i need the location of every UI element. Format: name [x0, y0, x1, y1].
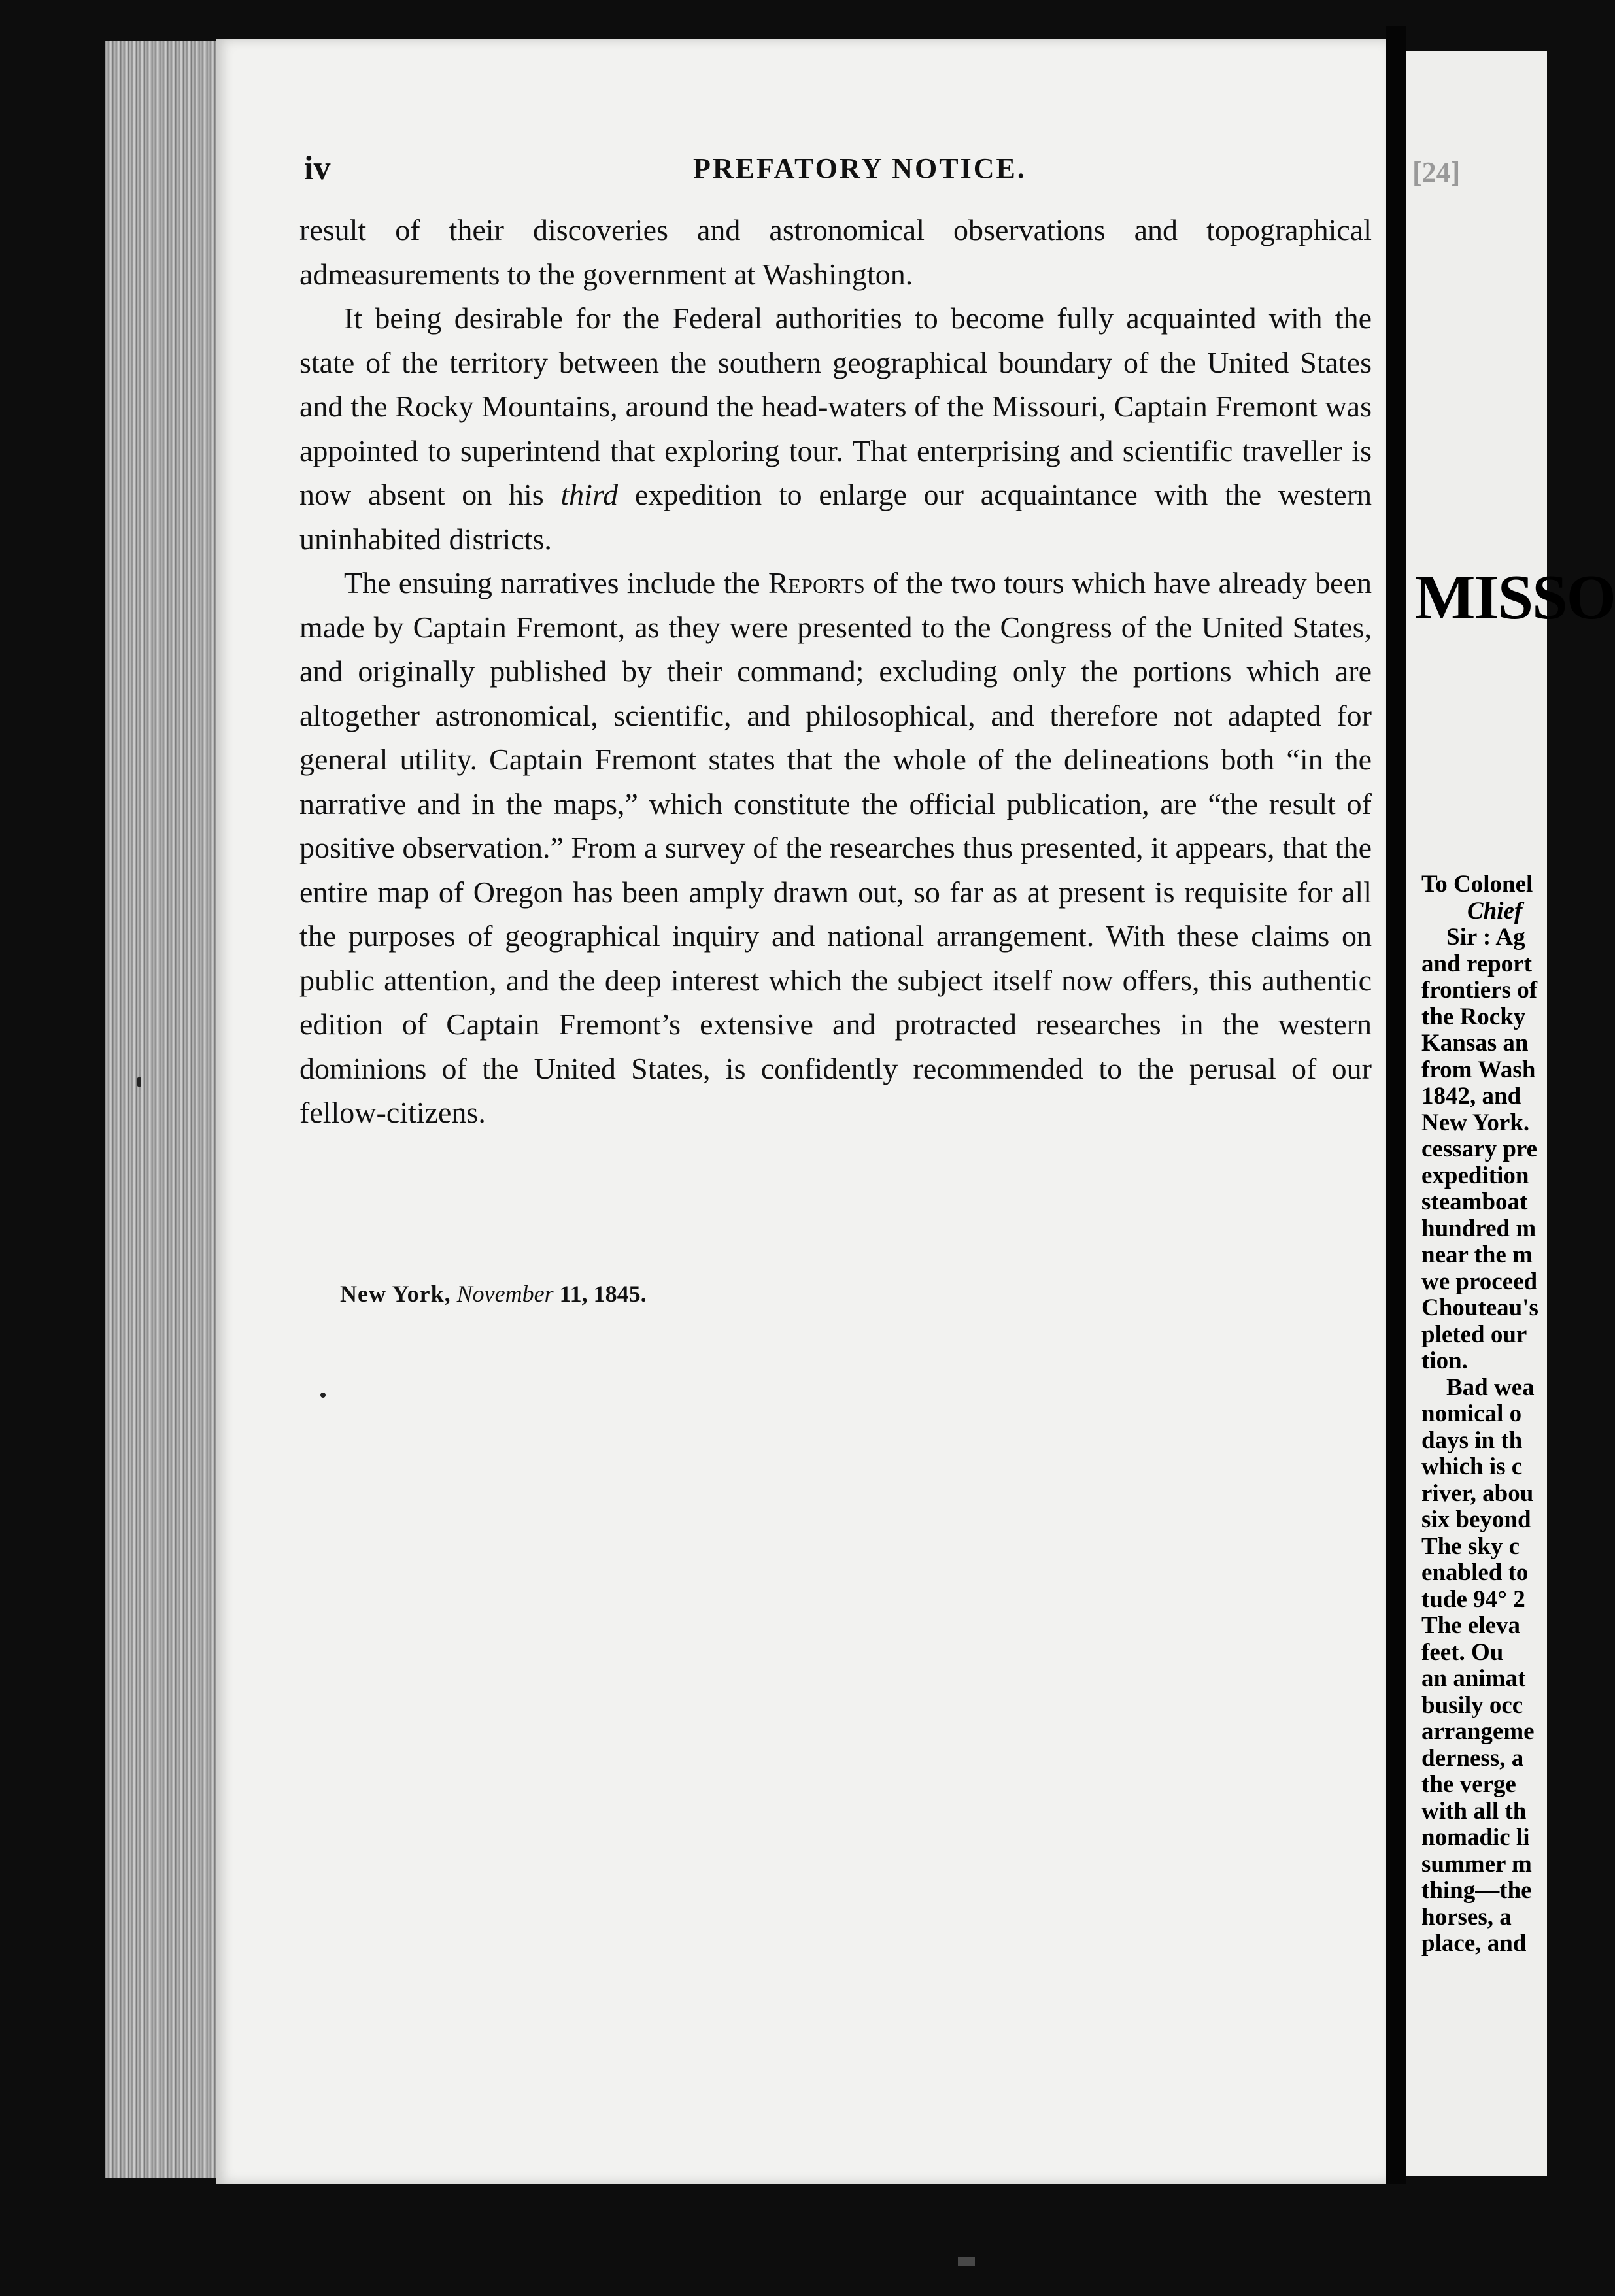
right-line: busily occ: [1421, 1691, 1523, 1719]
right-line: Chief: [1467, 897, 1523, 924]
right-line: the verge: [1421, 1771, 1516, 1798]
page-edge-stack: [105, 41, 229, 2178]
right-line: Bad wea: [1446, 1374, 1535, 1401]
right-line: from Wash: [1421, 1056, 1536, 1083]
right-line: tion.: [1421, 1347, 1468, 1374]
right-page-text: [1421, 871, 1538, 1957]
right-line: frontiers of: [1421, 977, 1538, 1004]
right-line: nomical o: [1421, 1400, 1522, 1427]
right-line: feet. Ou: [1421, 1638, 1504, 1666]
right-line: near the m: [1421, 1241, 1533, 1268]
right-line: expedition: [1421, 1162, 1529, 1189]
right-line: Sir : Ag: [1446, 924, 1525, 951]
right-line: Chouteau's: [1421, 1294, 1538, 1321]
paragraph-3-start: The ensuing narratives include the: [344, 566, 760, 599]
paragraph-2: [299, 296, 1372, 561]
scan-artifact: [958, 2257, 975, 2266]
right-line: derness, a: [1421, 1744, 1524, 1772]
paragraph-1: result of their discoveries and astronomical observations and topographical admeasurements to the government at Washington.: [299, 213, 1372, 291]
right-page: [1406, 51, 1615, 2176]
signature-date: November: [456, 1281, 554, 1307]
right-line: enabled to: [1421, 1559, 1529, 1586]
page-number: iv: [304, 150, 331, 187]
right-line: New York.: [1421, 1109, 1530, 1136]
paragraph-3: [299, 561, 1372, 1135]
body-text: [299, 208, 1372, 1135]
right-line: with all th: [1421, 1797, 1527, 1825]
right-line: hundred m: [1421, 1215, 1537, 1242]
page-header: [0, 149, 1547, 195]
paragraph-2-cont: That enterprising and scientific traveller is now absent on his: [299, 433, 1372, 511]
right-line: an animat: [1421, 1665, 1526, 1692]
right-line: The eleva: [1421, 1612, 1521, 1639]
paragraph-2-text: It being desirable for the Federal authorities to become fully acquainted with the state of the territory between the southern geographical boundary of the United States and the Rocky Mountains, around the head-waters of the Missouri, Captain Fremont was appointed to superintend that exploring tour.: [299, 301, 1372, 467]
right-line: place, and: [1421, 1930, 1527, 1957]
right-line: we proceed: [1421, 1268, 1538, 1295]
book-gutter: [1386, 26, 1406, 2184]
right-line: Kansas an: [1421, 1030, 1529, 1056]
signature-line: [340, 1280, 647, 1308]
signature-place: New York,: [340, 1281, 451, 1307]
right-line: horses, a: [1421, 1903, 1512, 1931]
right-line: summer m: [1421, 1850, 1532, 1878]
running-head: PREFATORY NOTICE.: [693, 152, 1027, 184]
right-line: days in th: [1421, 1427, 1523, 1454]
right-line: To Colonel: [1421, 871, 1533, 898]
right-page-header: [24]: [1412, 156, 1461, 188]
right-line: thing—the: [1421, 1877, 1532, 1904]
right-line: cessary pre: [1421, 1136, 1538, 1162]
paragraph-2-italic: third: [560, 478, 619, 511]
signature-year: 11, 1845.: [559, 1281, 647, 1307]
right-line: the Rocky: [1421, 1003, 1526, 1030]
right-line: river, abou: [1421, 1479, 1534, 1507]
right-line: six beyond: [1421, 1506, 1531, 1533]
right-line: The sky c: [1421, 1532, 1520, 1560]
paragraph-2-end: expedition to enlarge our acquaintance with the western uninhabited districts.: [299, 478, 1372, 556]
right-line: pleted our: [1421, 1321, 1527, 1348]
right-page-heading: MISSO: [1415, 562, 1615, 633]
right-line: arrangeme: [1421, 1718, 1535, 1745]
right-line: steamboat: [1421, 1189, 1528, 1215]
right-line: nomadic li: [1421, 1824, 1530, 1851]
right-line: 1842, and: [1421, 1083, 1522, 1109]
paragraph-3-rest: of the two tours which have already been made by Captain Fremont, as they were presented to the Congress of the United States, and originally published by their command; excluding only the portions which are altogether astronomical, scientific, and philosophical, and therefore not adapted for general utility. Captain Fremont states that the whole of the delineations both “in the narrative and in the maps,” which constitute the official publication, are “the result of positive observation.” From a survey of the researches thus presented, it appears, that the entire map of Oregon has been amply drawn out, so far as at present is requisite for all the purposes of geographical inquiry and national arrangement. With these claims on public attention, and the deep interest which the subject itself now offers, this authentic edition of Captain Fremont’s extensive and protracted researches in the western dominions of the United States, is confidently recommended to the perusal of our fellow-citizens.: [299, 566, 1372, 1129]
right-line: which is c: [1421, 1453, 1523, 1480]
ink-speck: [137, 1077, 141, 1087]
right-line: and report: [1421, 950, 1532, 977]
right-line: tude 94° 2: [1421, 1585, 1525, 1613]
ink-speck: [320, 1393, 326, 1398]
paragraph-3-reports: Reports: [768, 566, 865, 599]
